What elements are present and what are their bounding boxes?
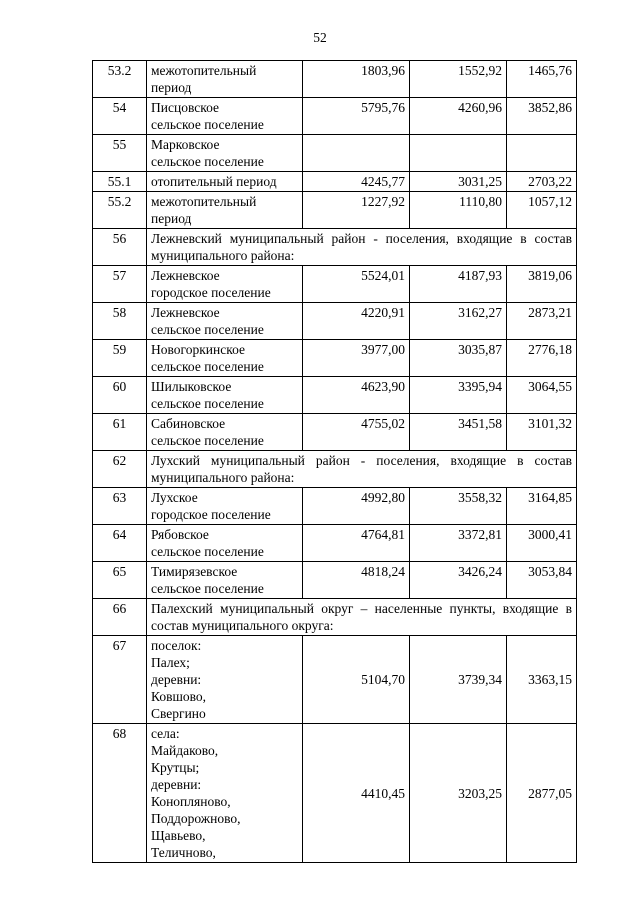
- value-v1: 4623,90: [303, 377, 410, 414]
- table-row: [93, 98, 577, 135]
- row-number: 68: [93, 724, 147, 863]
- value-v1: 5524,01: [303, 266, 410, 303]
- value-v1: 4755,02: [303, 414, 410, 451]
- settlement-name: [147, 724, 303, 863]
- settlement-name: [147, 266, 303, 303]
- settlement-name: [147, 562, 303, 599]
- value-v2: 1110,80: [410, 192, 507, 229]
- row-number: 55.1: [93, 172, 147, 192]
- row-number: 55.2: [93, 192, 147, 229]
- table-row: [93, 724, 577, 863]
- table-row: [93, 340, 577, 377]
- table-row: [93, 451, 577, 488]
- settlement-name-line: сельское поселение: [151, 322, 264, 337]
- value-v2: 1552,92: [410, 61, 507, 98]
- table-row: [93, 599, 577, 636]
- settlement-name-line: сельское поселение: [151, 433, 264, 448]
- value-v2: 3739,34: [410, 636, 507, 724]
- row-number: 60: [93, 377, 147, 414]
- value-v2: 4260,96: [410, 98, 507, 135]
- value-v3: 1057,12: [507, 192, 577, 229]
- settlement-name: [147, 98, 303, 135]
- table-row: [93, 61, 577, 98]
- value-v2: 3558,32: [410, 488, 507, 525]
- settlement-name-line: Новогоркинское: [151, 342, 246, 357]
- value-v1: 4220,91: [303, 303, 410, 340]
- value-v2: 3372,81: [410, 525, 507, 562]
- settlement-name-line: сельское поселение: [151, 359, 264, 374]
- value-v2: 3395,94: [410, 377, 507, 414]
- value-v3: 2703,22: [507, 172, 577, 192]
- value-v1: 5795,76: [303, 98, 410, 135]
- settlement-name-line: Рябовское: [151, 527, 209, 542]
- table-row: [93, 636, 577, 724]
- row-number: 56: [93, 229, 147, 266]
- row-number: 65: [93, 562, 147, 599]
- settlement-name: [147, 377, 303, 414]
- settlement-name: [147, 172, 303, 192]
- settlement-name-line: городское поселение: [151, 285, 271, 300]
- page-number: 52: [313, 30, 327, 45]
- settlement-name-line: Лежневское: [151, 305, 220, 320]
- value-v3: 3819,06: [507, 266, 577, 303]
- section-heading: Палехский муниципальный округ – населенные пункты, входящие в состав муниципального округа:: [147, 599, 577, 636]
- value-v3: 3852,86: [507, 98, 577, 135]
- value-v1: 4764,81: [303, 525, 410, 562]
- value-v3: 3363,15: [507, 636, 577, 724]
- row-number: 61: [93, 414, 147, 451]
- settlement-name-line: отопительный период: [151, 174, 277, 189]
- row-number: 62: [93, 451, 147, 488]
- settlement-name-line: Ковшово,: [151, 689, 207, 704]
- row-number: 55: [93, 135, 147, 172]
- settlement-name-line: сельское поселение: [151, 396, 264, 411]
- value-v3: [507, 135, 577, 172]
- value-v1: 4992,80: [303, 488, 410, 525]
- settlement-name: [147, 61, 303, 98]
- value-v2: 3162,27: [410, 303, 507, 340]
- settlement-name-line: сельское поселение: [151, 544, 264, 559]
- settlement-name-line: Поддорожново,: [151, 811, 241, 826]
- value-v3: 2873,21: [507, 303, 577, 340]
- settlement-name: [147, 488, 303, 525]
- section-heading: Лежневский муниципальный район - поселения, входящие в состав муниципального района:: [147, 229, 577, 266]
- settlement-name-line: Марковское: [151, 137, 220, 152]
- row-number: 58: [93, 303, 147, 340]
- value-v1: 4245,77: [303, 172, 410, 192]
- row-number: 67: [93, 636, 147, 724]
- table-row: [93, 266, 577, 303]
- settlement-name-line: городское поселение: [151, 507, 271, 522]
- settlement-name-line: поселок:: [151, 638, 202, 653]
- value-v2: 3031,25: [410, 172, 507, 192]
- settlement-name: [147, 303, 303, 340]
- settlement-name-line: Свергино: [151, 706, 206, 721]
- row-number: 64: [93, 525, 147, 562]
- value-v1: [303, 135, 410, 172]
- settlement-name-line: Палех;: [151, 655, 190, 670]
- settlement-name-line: Шилыковское: [151, 379, 232, 394]
- row-number: 59: [93, 340, 147, 377]
- settlement-name-line: Крутцы;: [151, 760, 200, 775]
- settlement-name-line: Писцовское: [151, 100, 220, 115]
- value-v3: 3164,85: [507, 488, 577, 525]
- table-row: [93, 562, 577, 599]
- settlement-name: [147, 525, 303, 562]
- table-row: [93, 229, 577, 266]
- value-v1: 4410,45: [303, 724, 410, 863]
- settlement-name-line: деревни:: [151, 672, 202, 687]
- value-v2: 4187,93: [410, 266, 507, 303]
- value-v1: 1227,92: [303, 192, 410, 229]
- value-v1: 3977,00: [303, 340, 410, 377]
- settlement-name-line: села:: [151, 726, 180, 741]
- settlement-name-line: Сабиновское: [151, 416, 226, 431]
- settlement-name: [147, 636, 303, 724]
- settlement-name-line: Тимирязевское: [151, 564, 238, 579]
- row-number: 66: [93, 599, 147, 636]
- table-row: [93, 377, 577, 414]
- settlement-name-line: деревни:: [151, 777, 202, 792]
- value-v3: 2877,05: [507, 724, 577, 863]
- table-row: [93, 303, 577, 340]
- settlement-name-line: межотопительный: [151, 194, 257, 209]
- value-v3: 3053,84: [507, 562, 577, 599]
- settlement-name: [147, 135, 303, 172]
- settlement-name-line: период: [151, 80, 192, 95]
- settlement-name-line: сельское поселение: [151, 154, 264, 169]
- settlement-name-line: Конопляново,: [151, 794, 231, 809]
- settlement-name-line: сельское поселение: [151, 581, 264, 596]
- tariff-table: [92, 60, 577, 863]
- settlement-name-line: сельское поселение: [151, 117, 264, 132]
- row-number: 57: [93, 266, 147, 303]
- row-number: 54: [93, 98, 147, 135]
- value-v2: 3426,24: [410, 562, 507, 599]
- value-v2: 3451,58: [410, 414, 507, 451]
- settlement-name-line: Лежневское: [151, 268, 220, 283]
- section-heading: Лухский муниципальный район - поселения, входящие в состав муниципального района:: [147, 451, 577, 488]
- settlement-name: [147, 192, 303, 229]
- settlement-name: [147, 340, 303, 377]
- value-v3: 2776,18: [507, 340, 577, 377]
- table-row: [93, 414, 577, 451]
- value-v1: 5104,70: [303, 636, 410, 724]
- table-row: [93, 135, 577, 172]
- value-v2: 3203,25: [410, 724, 507, 863]
- value-v3: 3101,32: [507, 414, 577, 451]
- settlement-name-line: Майдаково,: [151, 743, 219, 758]
- value-v3: 3000,41: [507, 525, 577, 562]
- settlement-name-line: межотопительный: [151, 63, 257, 78]
- settlement-name-line: Теличново,: [151, 845, 216, 860]
- settlement-name: [147, 414, 303, 451]
- settlement-name-line: Щавьево,: [151, 828, 206, 843]
- table-row: [93, 488, 577, 525]
- value-v2: 3035,87: [410, 340, 507, 377]
- settlement-name-line: Лухское: [151, 490, 198, 505]
- row-number: 63: [93, 488, 147, 525]
- value-v3: 1465,76: [507, 61, 577, 98]
- row-number: 53.2: [93, 61, 147, 98]
- table-row: [93, 172, 577, 192]
- table-row: [93, 525, 577, 562]
- value-v1: 4818,24: [303, 562, 410, 599]
- value-v1: 1803,96: [303, 61, 410, 98]
- value-v2: [410, 135, 507, 172]
- table-row: [93, 192, 577, 229]
- settlement-name-line: период: [151, 211, 192, 226]
- value-v3: 3064,55: [507, 377, 577, 414]
